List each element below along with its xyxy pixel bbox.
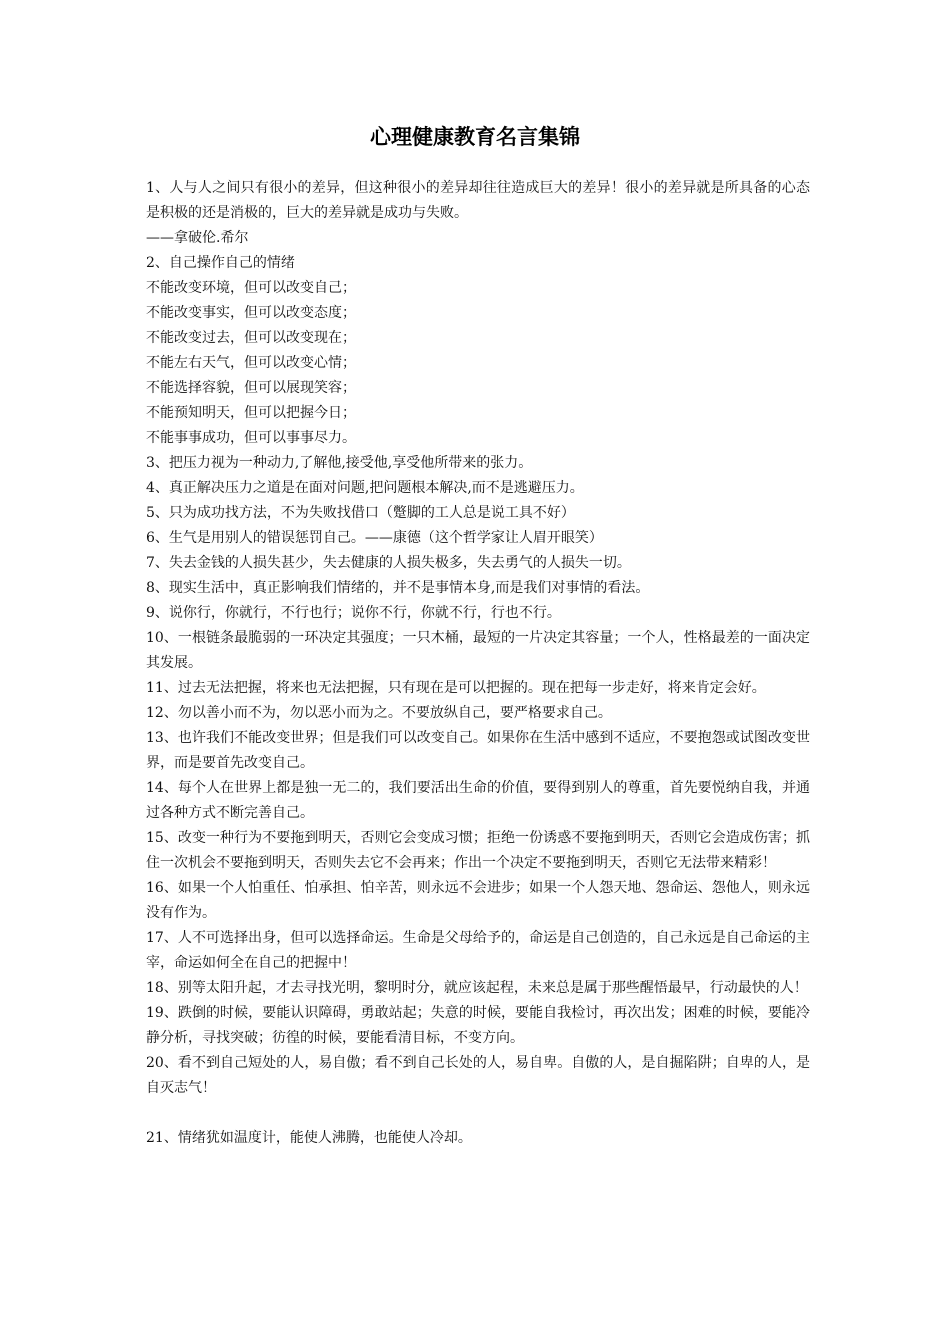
document-body	[146, 176, 810, 1151]
document-title: 心理健康教育名言集锦	[370, 125, 580, 149]
quote-paragraph: 5、只为成功找方法，不为失败找借口（蹩脚的工人总是说工具不好）	[146, 505, 575, 521]
quote-paragraph: 1、人与人之间只有很小的差异，但这种很小的差异却往往造成巨大的差异！很小的差异就是所具备的心态是积极的还是消极的，巨大的差异就是成功与失败。	[146, 180, 810, 221]
quote-paragraph: 12、勿以善小而不为，勿以恶小而为之。不要放纵自己，要严格要求自己。	[146, 705, 612, 721]
quote-paragraph: 不能左右天气，但可以改变心情；	[146, 355, 356, 371]
quote-paragraph: 4、真正解决压力之道是在面对问题,把问题根本解决,而不是逃避压力。	[146, 480, 584, 496]
quote-paragraph: 19、跌倒的时候，要能认识障碍，勇敢站起；失意的时候，要能自我检讨，再次出发；困难的时候，要能冷静分析，寻找突破；彷徨的时候，要能看清目标，不变方向。	[146, 1005, 810, 1046]
quote-paragraph: 8、现实生活中，真正影响我们情绪的，并不是事情本身,而是我们对事情的看法。	[146, 580, 650, 596]
quote-paragraph: 20、看不到自己短处的人，易自傲；看不到自己长处的人，易自卑。自傲的人，是自掘陷阱；自卑的人，是自灭志气！	[146, 1055, 810, 1096]
quote-paragraph: 14、每个人在世界上都是独一无二的，我们要活出生命的价值，要得到别人的尊重，首先要悦纳自我，并通过各种方式不断完善自己。	[146, 780, 810, 821]
quote-paragraph: 16、如果一个人怕重任、怕承担、怕辛苦，则永远不会进步；如果一个人怨天地、怨命运、怨他人，则永远没有作为。	[146, 880, 810, 921]
quote-paragraph: 10、一根链条最脆弱的一环决定其强度；一只木桶，最短的一片决定其容量；一个人，性格最差的一面决定其发展。	[146, 630, 810, 671]
quote-paragraph: 不能改变事实，但可以改变态度；	[146, 305, 356, 321]
quote-paragraph: 13、也许我们不能改变世界；但是我们可以改变自己。如果你在生活中感到不适应，不要抱怨或试图改变世界，而是要首先改变自己。	[146, 730, 810, 771]
quote-paragraph: 9、说你行，你就行，不行也行；说你不行，你就不行，行也不行。	[146, 605, 561, 621]
quote-paragraph: 7、失去金钱的人损失甚少，失去健康的人损失极多，失去勇气的人损失一切。	[146, 555, 631, 571]
quote-paragraph: 11、过去无法把握，将来也无法把握，只有现在是可以把握的。现在把每一步走好，将来肯定会好。	[146, 680, 766, 696]
quote-paragraph: 不能改变环境，但可以改变自己；	[146, 280, 356, 296]
quote-paragraph: 18、别等太阳升起，才去寻找光明，黎明时分，就应该起程，未来总是属于那些醒悟最早，行动最快的人！	[146, 980, 808, 996]
quote-paragraph: 6、生气是用别人的错误惩罚自己。——康德（这个哲学家让人眉开眼笑）	[146, 530, 603, 546]
quote-paragraph: 3、把压力视为一种动力,了解他,接受他,享受他所带来的张力。	[146, 455, 533, 471]
quote-paragraph: 21、情绪犹如温度计，能使人沸腾，也能使人冷却。	[146, 1130, 472, 1146]
blank-line	[146, 1101, 810, 1126]
quote-paragraph: 不能预知明天，但可以把握今日；	[146, 405, 356, 421]
quote-paragraph: 17、人不可选择出身，但可以选择命运。生命是父母给予的，命运是自己创造的，自己永远是自己命运的主宰，命运如何全在自己的把握中！	[146, 930, 810, 971]
quote-paragraph: 15、改变一种行为不要拖到明天，否则它会变成习惯；拒绝一份诱惑不要拖到明天，否则它会造成伤害；抓住一次机会不要拖到明天，否则失去它不会再来；作出一个决定不要拖到明天，否则它无法带来精彩！	[146, 830, 810, 871]
quote-paragraph: 不能事事成功，但可以事事尽力。	[146, 430, 356, 446]
quote-paragraph: ——拿破伦.希尔	[146, 230, 249, 246]
quote-paragraph: 2、自己操作自己的情绪	[146, 255, 295, 271]
quote-paragraph: 不能改变过去，但可以改变现在；	[146, 330, 356, 346]
quote-paragraph: 不能选择容貌，但可以展现笑容；	[146, 380, 356, 396]
